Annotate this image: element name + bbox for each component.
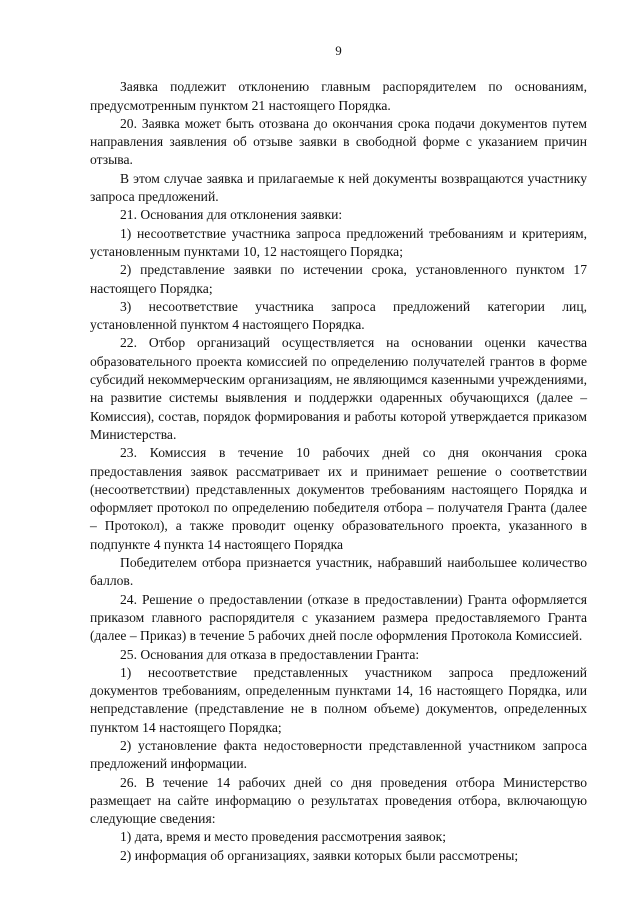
paragraph-25-item-2: 2) установление факта недостоверности представленной участником запроса предложений информации. xyxy=(90,737,587,772)
paragraph-21-item-1: 1) несоответствие участника запроса предложений требованиям и критериям, установленным пунктами 10, 12 настоящего Порядка; xyxy=(90,225,587,259)
paragraph-23-winner: Победителем отбора признается участник, набравший наибольшее количество баллов. xyxy=(90,555,587,589)
page-number: 9 xyxy=(335,43,342,58)
paragraph-21-item-2: 2) представление заявки по истечении срока, установленного пунктом 17 настоящего Порядка; xyxy=(90,262,587,296)
document-page xyxy=(90,42,587,865)
paragraph-25-item-1: 1) несоответствие представленных участником запроса предложений документов требованиям, определенным пунктами 14, 16 настоящего Порядка, или непредставление (представление не в полном объеме) документов, определенных пунктом 14 настоящего Порядка; xyxy=(90,664,587,735)
paragraph-25-heading: 25. Основания для отказа в предоставлении Гранта: xyxy=(120,646,420,662)
paragraph-26-item-1: 1) дата, время и место проведения рассмотрения заявок; xyxy=(120,829,447,845)
paragraph-21-heading: 21. Основания для отклонения заявки: xyxy=(120,207,343,223)
paragraph-22-selection: 22. Отбор организаций осуществляется на основании оценки качества образовательного проекта комиссией по определению получателей грантов в форме субсидий некоммерческим организациям, не являющимся казенными учреждениями, на развитие системы выявления и поддержки одаренных обучающихся (далее – Комиссия), состав, порядок формирования и работы которой утверждается приказом Министерства. xyxy=(90,335,587,442)
paragraph-rejection-intro: Заявка подлежит отклонению главным распорядителем по основаниям, предусмотренным пунктом 21 настоящего Порядка. xyxy=(90,79,587,113)
paragraph-23-commission: 23. Комиссия в течение 10 рабочих дней со дня окончания срока предоставления заявок рассматривает их и принимает решение о соответствии (несоответствии) представленных документов требованиям настоящего Порядка и оформляет протокол по определению победителя отбора – получателя Гранта (далее – Протокол), а также проводит оценку образовательного проекта, указанного в подпункте 4 пункта 14 настоящего Порядка xyxy=(90,445,587,552)
paragraph-26-heading: 26. В течение 14 рабочих дней со дня проведения отбора Министерство размещает на сайте информацию о результатах проведения отбора, включающую следующие сведения: xyxy=(90,774,587,827)
paragraph-26-item-2: 2) информация об организациях, заявки которых были рассмотрены; xyxy=(120,847,519,863)
paragraph-24-decision: 24. Решение о предоставлении (отказе в предоставлении) Гранта оформляется приказом главного распорядителя с указанием размера предоставляемого Гранта (далее – Приказ) в течение 5 рабочих дней после оформления Протокола Комиссией. xyxy=(90,591,587,644)
paragraph-20-withdrawal: 20. Заявка может быть отозвана до окончания срока подачи документов путем направления заявления об отзыве заявки в свободной форме с указанием причин отзыва. xyxy=(90,115,587,168)
paragraph-21-item-3: 3) несоответствие участника запроса предложений категории лиц, установленной пунктом 4 настоящего Порядка. xyxy=(90,298,587,333)
paragraph-20-return: В этом случае заявка и прилагаемые к ней документы возвращаются участнику запроса предложений. xyxy=(90,170,587,205)
